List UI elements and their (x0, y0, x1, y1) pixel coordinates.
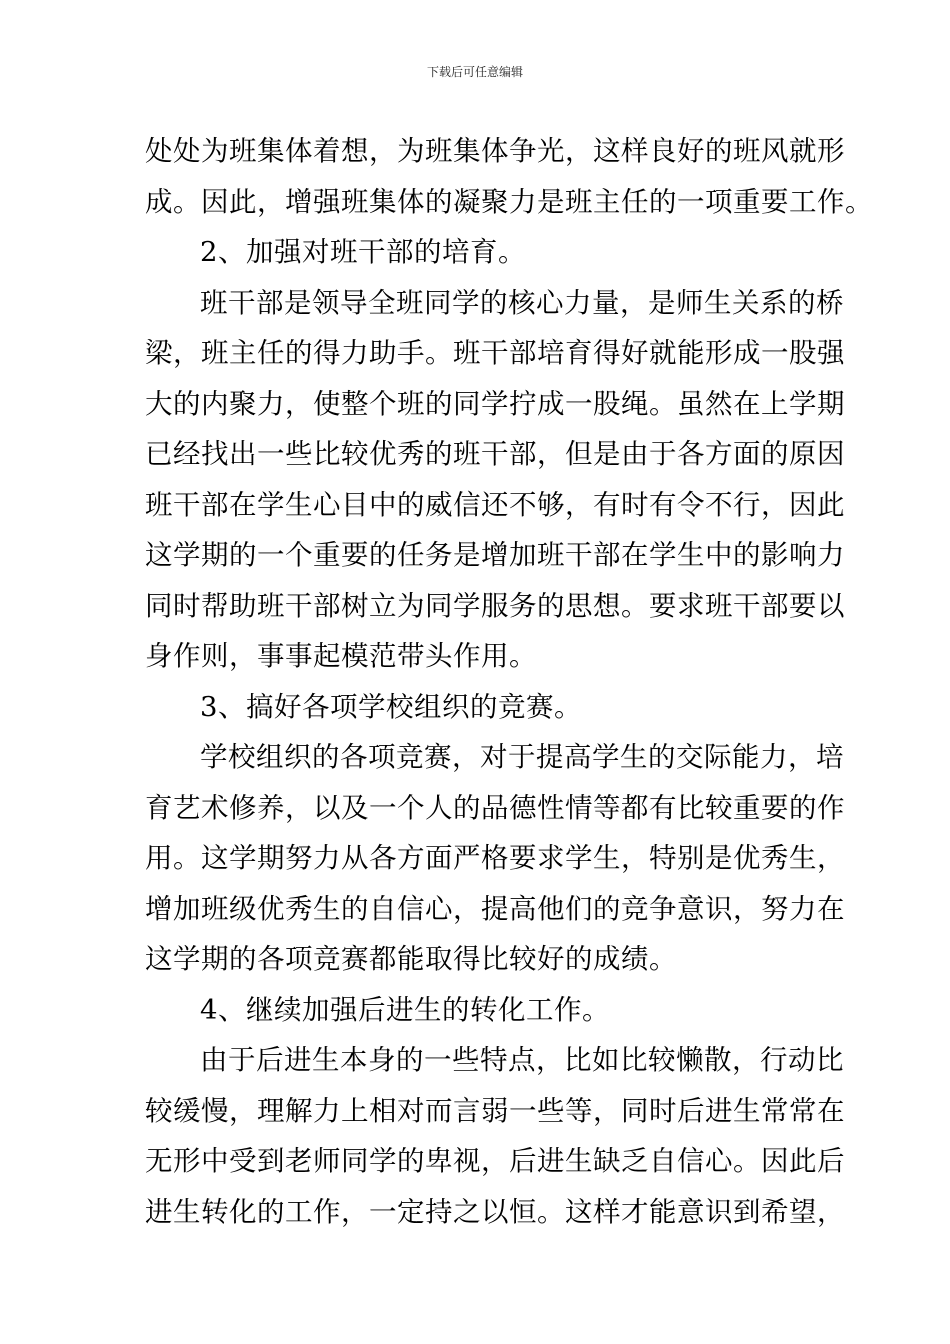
text-line: 这学期的一个重要的任务是增加班干部在学生中的影响力 (145, 539, 845, 571)
text-line: 大的内聚力，使整个班的同学拧成一股绳。虽然在上学期 (145, 387, 845, 420)
text-line: 梁，班主任的得力助手。班干部培育得好就能形成一股强 (145, 337, 845, 369)
page-header: 下载后可任意编辑 (426, 65, 523, 79)
document-body (145, 126, 873, 1237)
text-line: 这学期的各项竞赛都能取得比较好的成绩。 (145, 943, 677, 975)
text-line: 班干部在学生心目中的威信还不够，有时有令不行，因此 (145, 488, 845, 521)
text-line: 处处为班集体着想，为班集体争光，这样良好的班风就形 (145, 135, 845, 167)
text-line: 增加班级优秀生的自信心，提高他们的竞争意识，努力在 (145, 892, 845, 925)
text-line: 已经找出一些比较优秀的班干部，但是由于各方面的原因 (145, 438, 845, 470)
text-line: 用。这学期努力从各方面严格要求学生，特别是优秀生， (145, 842, 845, 874)
text-line: 班干部是领导全班同学的核心力量，是师生关系的桥 (200, 286, 844, 319)
text-line: 学校组织的各项竞赛，对于提高学生的交际能力，培 (200, 741, 844, 773)
text-line: 无形中受到老师同学的卑视，后进生缺乏自信心。因此后 (145, 1145, 845, 1177)
section-heading-3: 3、搞好各项学校组织的竞赛。 (200, 690, 582, 723)
text-line: 较缓慢，理解力上相对而言弱一些等，同时后进生常常在 (145, 1094, 845, 1127)
text-line: 进生转化的工作，一定持之以恒。这样才能意识到希望， (145, 1195, 845, 1228)
text-line: 成。因此，增强班集体的凝聚力是班主任的一项重要工作。 (145, 185, 873, 218)
text-line: 育艺术修养，以及一个人的品德性情等都有比较重要的作 (145, 791, 845, 824)
section-heading-2: 2、加强对班干部的培育。 (200, 236, 526, 268)
text-line: 身作则，事事起模范带头作用。 (145, 640, 537, 672)
section-heading-4: 4、继续加强后进生的转化工作。 (200, 993, 610, 1026)
text-line: 同时帮助班干部树立为同学服务的思想。要求班干部要以 (145, 589, 845, 622)
text-line: 由于后进生本身的一些特点，比如比较懒散，行动比 (200, 1044, 844, 1076)
